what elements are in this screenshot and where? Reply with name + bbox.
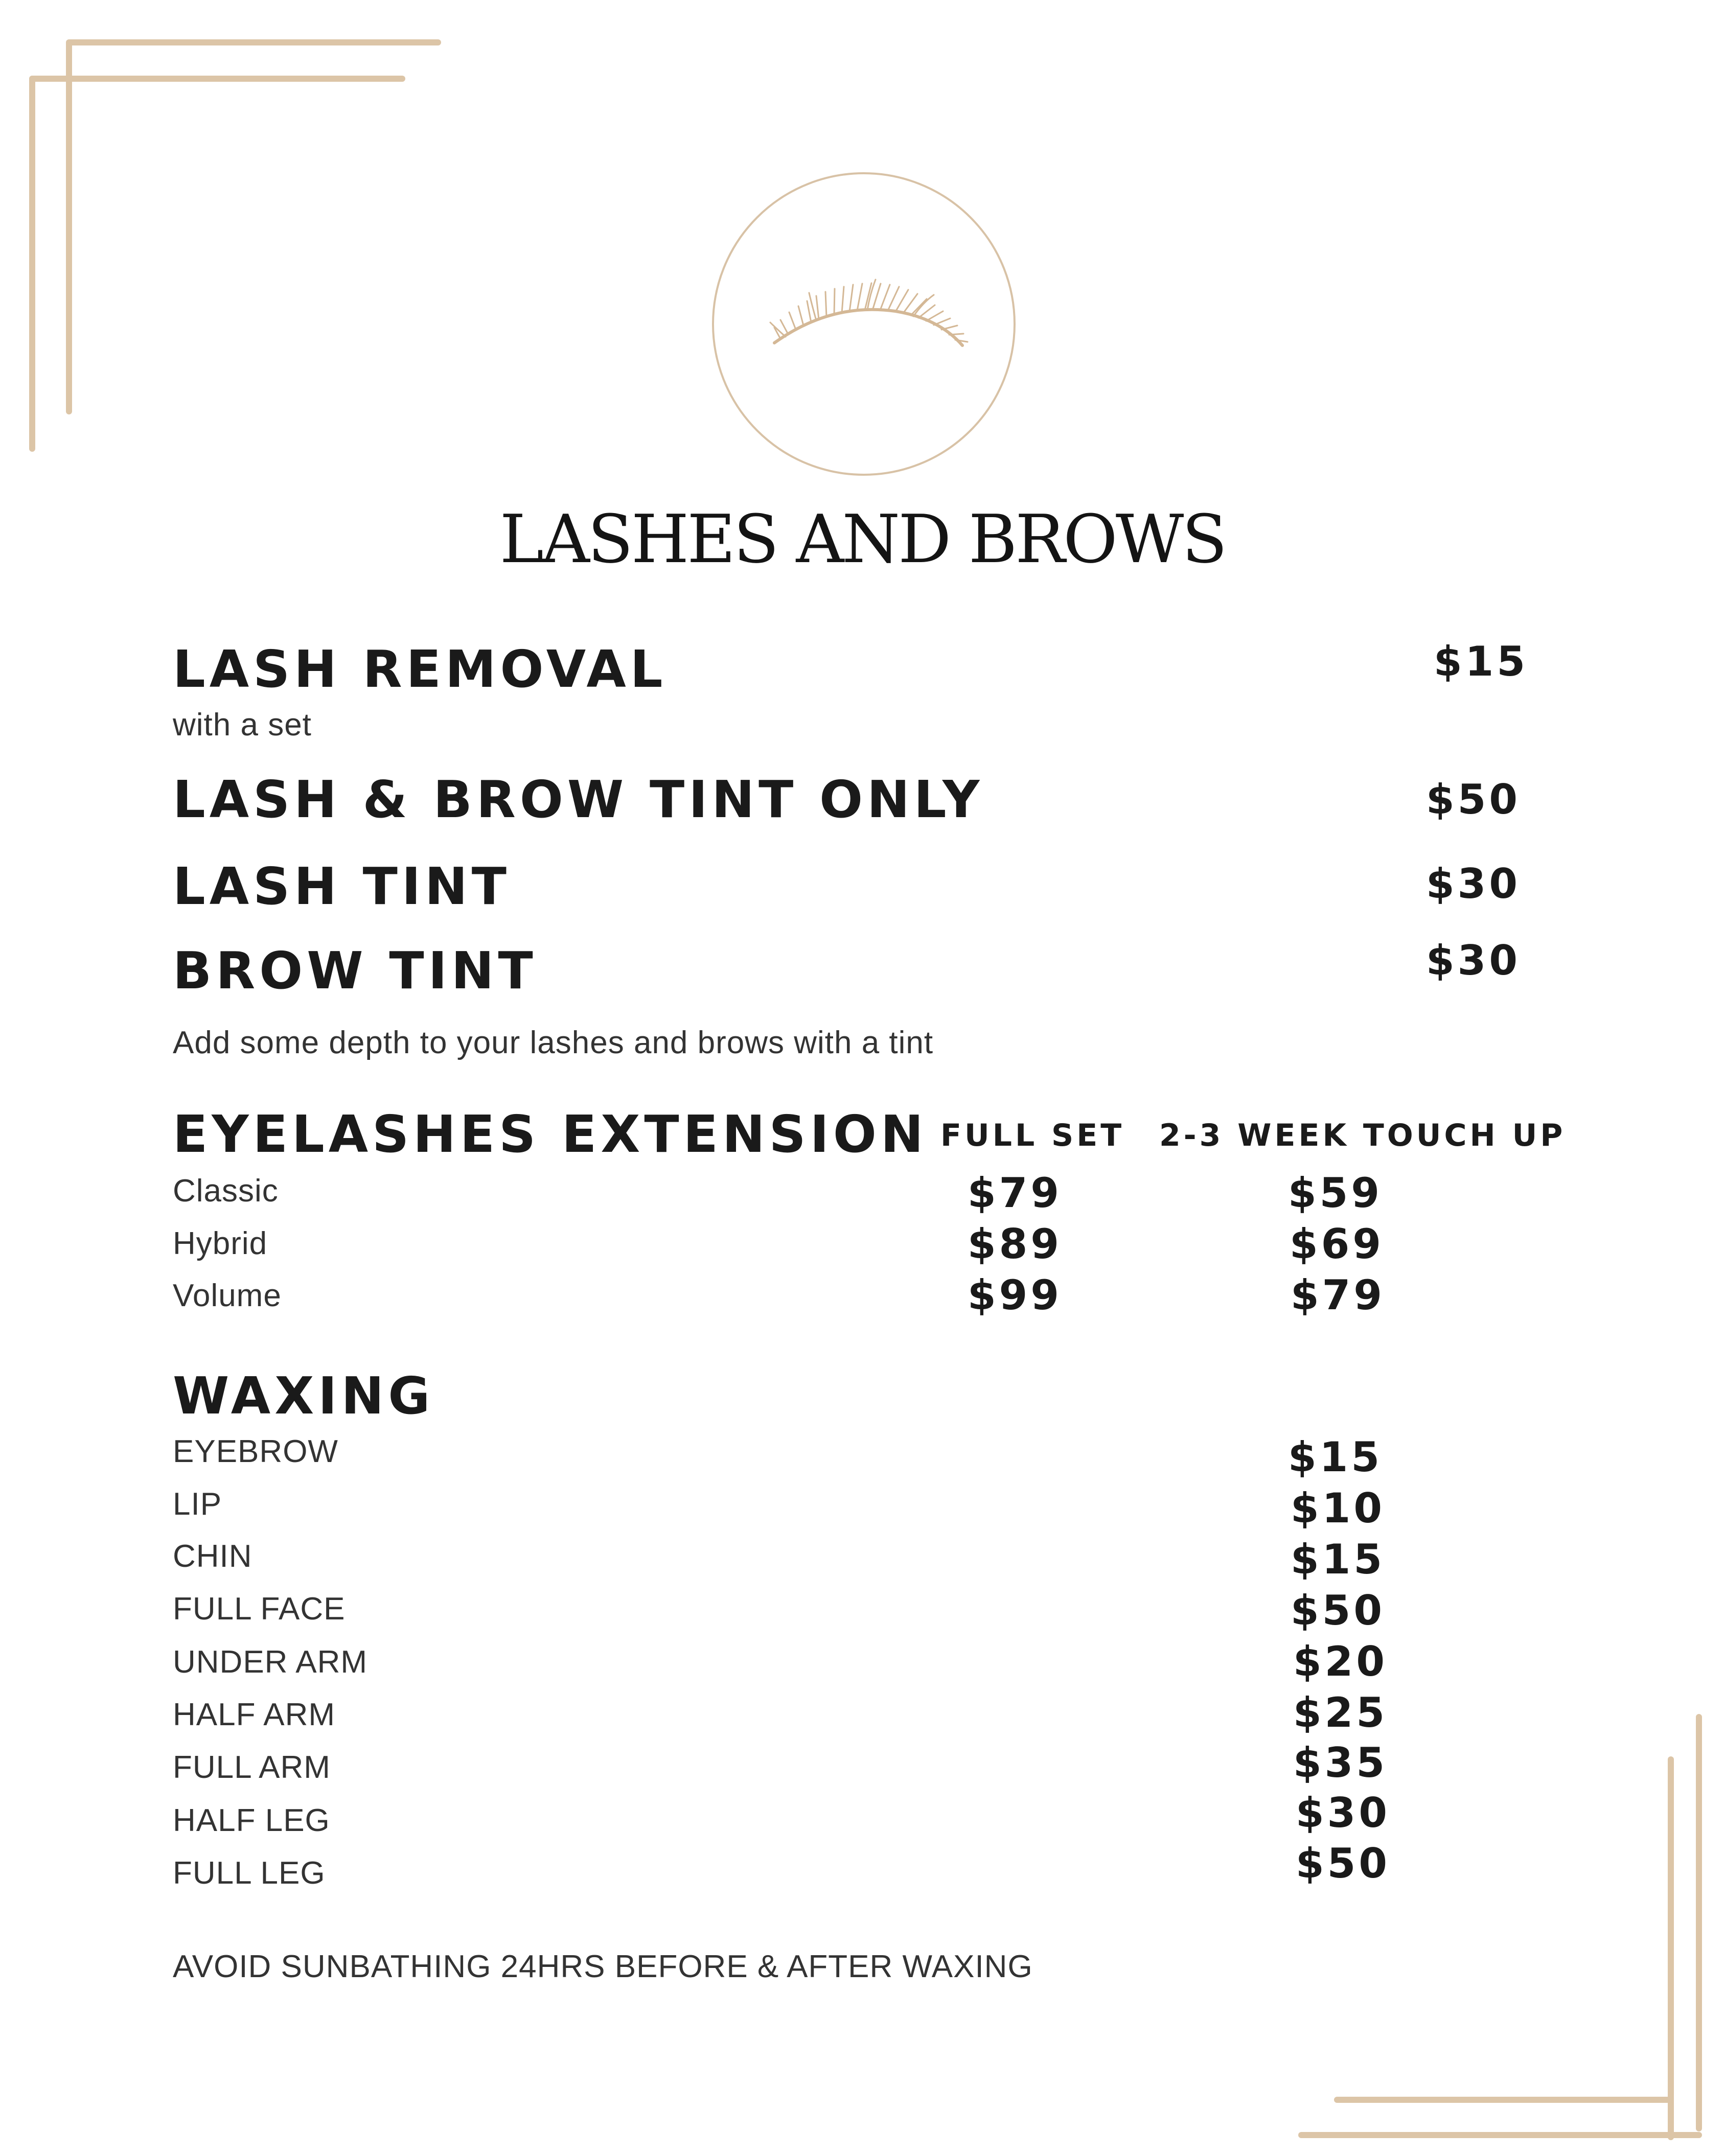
eyelash-logo bbox=[712, 172, 1016, 476]
waxing-item: EYEBROW bbox=[173, 1434, 338, 1469]
extension-name: Volume bbox=[173, 1278, 282, 1313]
corner-frame-top-inner bbox=[29, 76, 405, 82]
tint-price: $30 bbox=[1426, 937, 1521, 984]
lash-removal-title: LASH REMOVAL bbox=[173, 639, 667, 699]
lash-removal-price: $15 bbox=[1434, 638, 1528, 685]
waxing-price: $15 bbox=[1288, 1433, 1383, 1481]
corner-frame-left-outer bbox=[29, 76, 35, 452]
extensions-title: EYELASHES EXTENSION bbox=[173, 1104, 928, 1164]
waxing-item: UNDER ARM bbox=[173, 1644, 368, 1680]
extensions-col-touch-up: 2-3 WEEK TOUCH UP bbox=[1159, 1118, 1566, 1153]
eyelash-icon bbox=[714, 174, 1018, 478]
extension-touch-up-price: $79 bbox=[1291, 1271, 1385, 1319]
waxing-item: FULL FACE bbox=[173, 1591, 346, 1627]
waxing-item: FULL LEG bbox=[173, 1856, 326, 1891]
waxing-item: FULL ARM bbox=[173, 1750, 331, 1785]
extension-full-set-price: $89 bbox=[968, 1220, 1062, 1268]
waxing-price: $50 bbox=[1291, 1587, 1385, 1634]
corner-frame-bottom-inner bbox=[1334, 2097, 1674, 2103]
tint-price: $50 bbox=[1426, 776, 1521, 823]
corner-frame-bottom-outer bbox=[1298, 2132, 1702, 2138]
extension-touch-up-price: $59 bbox=[1288, 1169, 1383, 1217]
extension-full-set-price: $99 bbox=[968, 1271, 1062, 1319]
extension-name: Classic bbox=[173, 1173, 279, 1209]
waxing-note: AVOID SUNBATHING 24HRS BEFORE & AFTER WAXING bbox=[173, 1949, 1033, 1984]
corner-frame-right-outer bbox=[1696, 1714, 1702, 2131]
waxing-item: CHIN bbox=[173, 1539, 252, 1574]
waxing-item: HALF ARM bbox=[173, 1697, 336, 1732]
page-title: LASHES AND BROWS bbox=[499, 500, 1226, 578]
corner-frame-right-inner bbox=[1668, 1756, 1674, 2140]
extensions-col-full-set: FULL SET bbox=[940, 1118, 1125, 1153]
waxing-price: $20 bbox=[1293, 1638, 1388, 1685]
extension-full-set-price: $79 bbox=[968, 1169, 1062, 1217]
waxing-price: $25 bbox=[1293, 1689, 1388, 1736]
waxing-price: $10 bbox=[1291, 1485, 1385, 1532]
extension-touch-up-price: $69 bbox=[1290, 1220, 1384, 1268]
waxing-price: $15 bbox=[1291, 1536, 1385, 1583]
tint-title: BROW TINT bbox=[173, 941, 537, 1001]
waxing-price: $30 bbox=[1296, 1789, 1390, 1837]
lash-removal-subtitle: with a set bbox=[173, 707, 312, 743]
tint-price: $30 bbox=[1426, 860, 1521, 908]
waxing-item: LIP bbox=[173, 1487, 222, 1522]
tint-title: LASH & BROW TINT ONLY bbox=[173, 770, 984, 829]
waxing-item: HALF LEG bbox=[173, 1803, 330, 1838]
corner-frame-left-inner bbox=[66, 39, 72, 414]
tint-title: LASH TINT bbox=[173, 856, 511, 916]
waxing-price: $35 bbox=[1293, 1739, 1388, 1787]
waxing-price: $50 bbox=[1296, 1840, 1390, 1887]
tint-note: Add some depth to your lashes and brows with a tint bbox=[173, 1025, 934, 1060]
waxing-title: WAXING bbox=[173, 1366, 434, 1426]
corner-frame-top-outer bbox=[66, 39, 441, 45]
extension-name: Hybrid bbox=[173, 1226, 268, 1261]
